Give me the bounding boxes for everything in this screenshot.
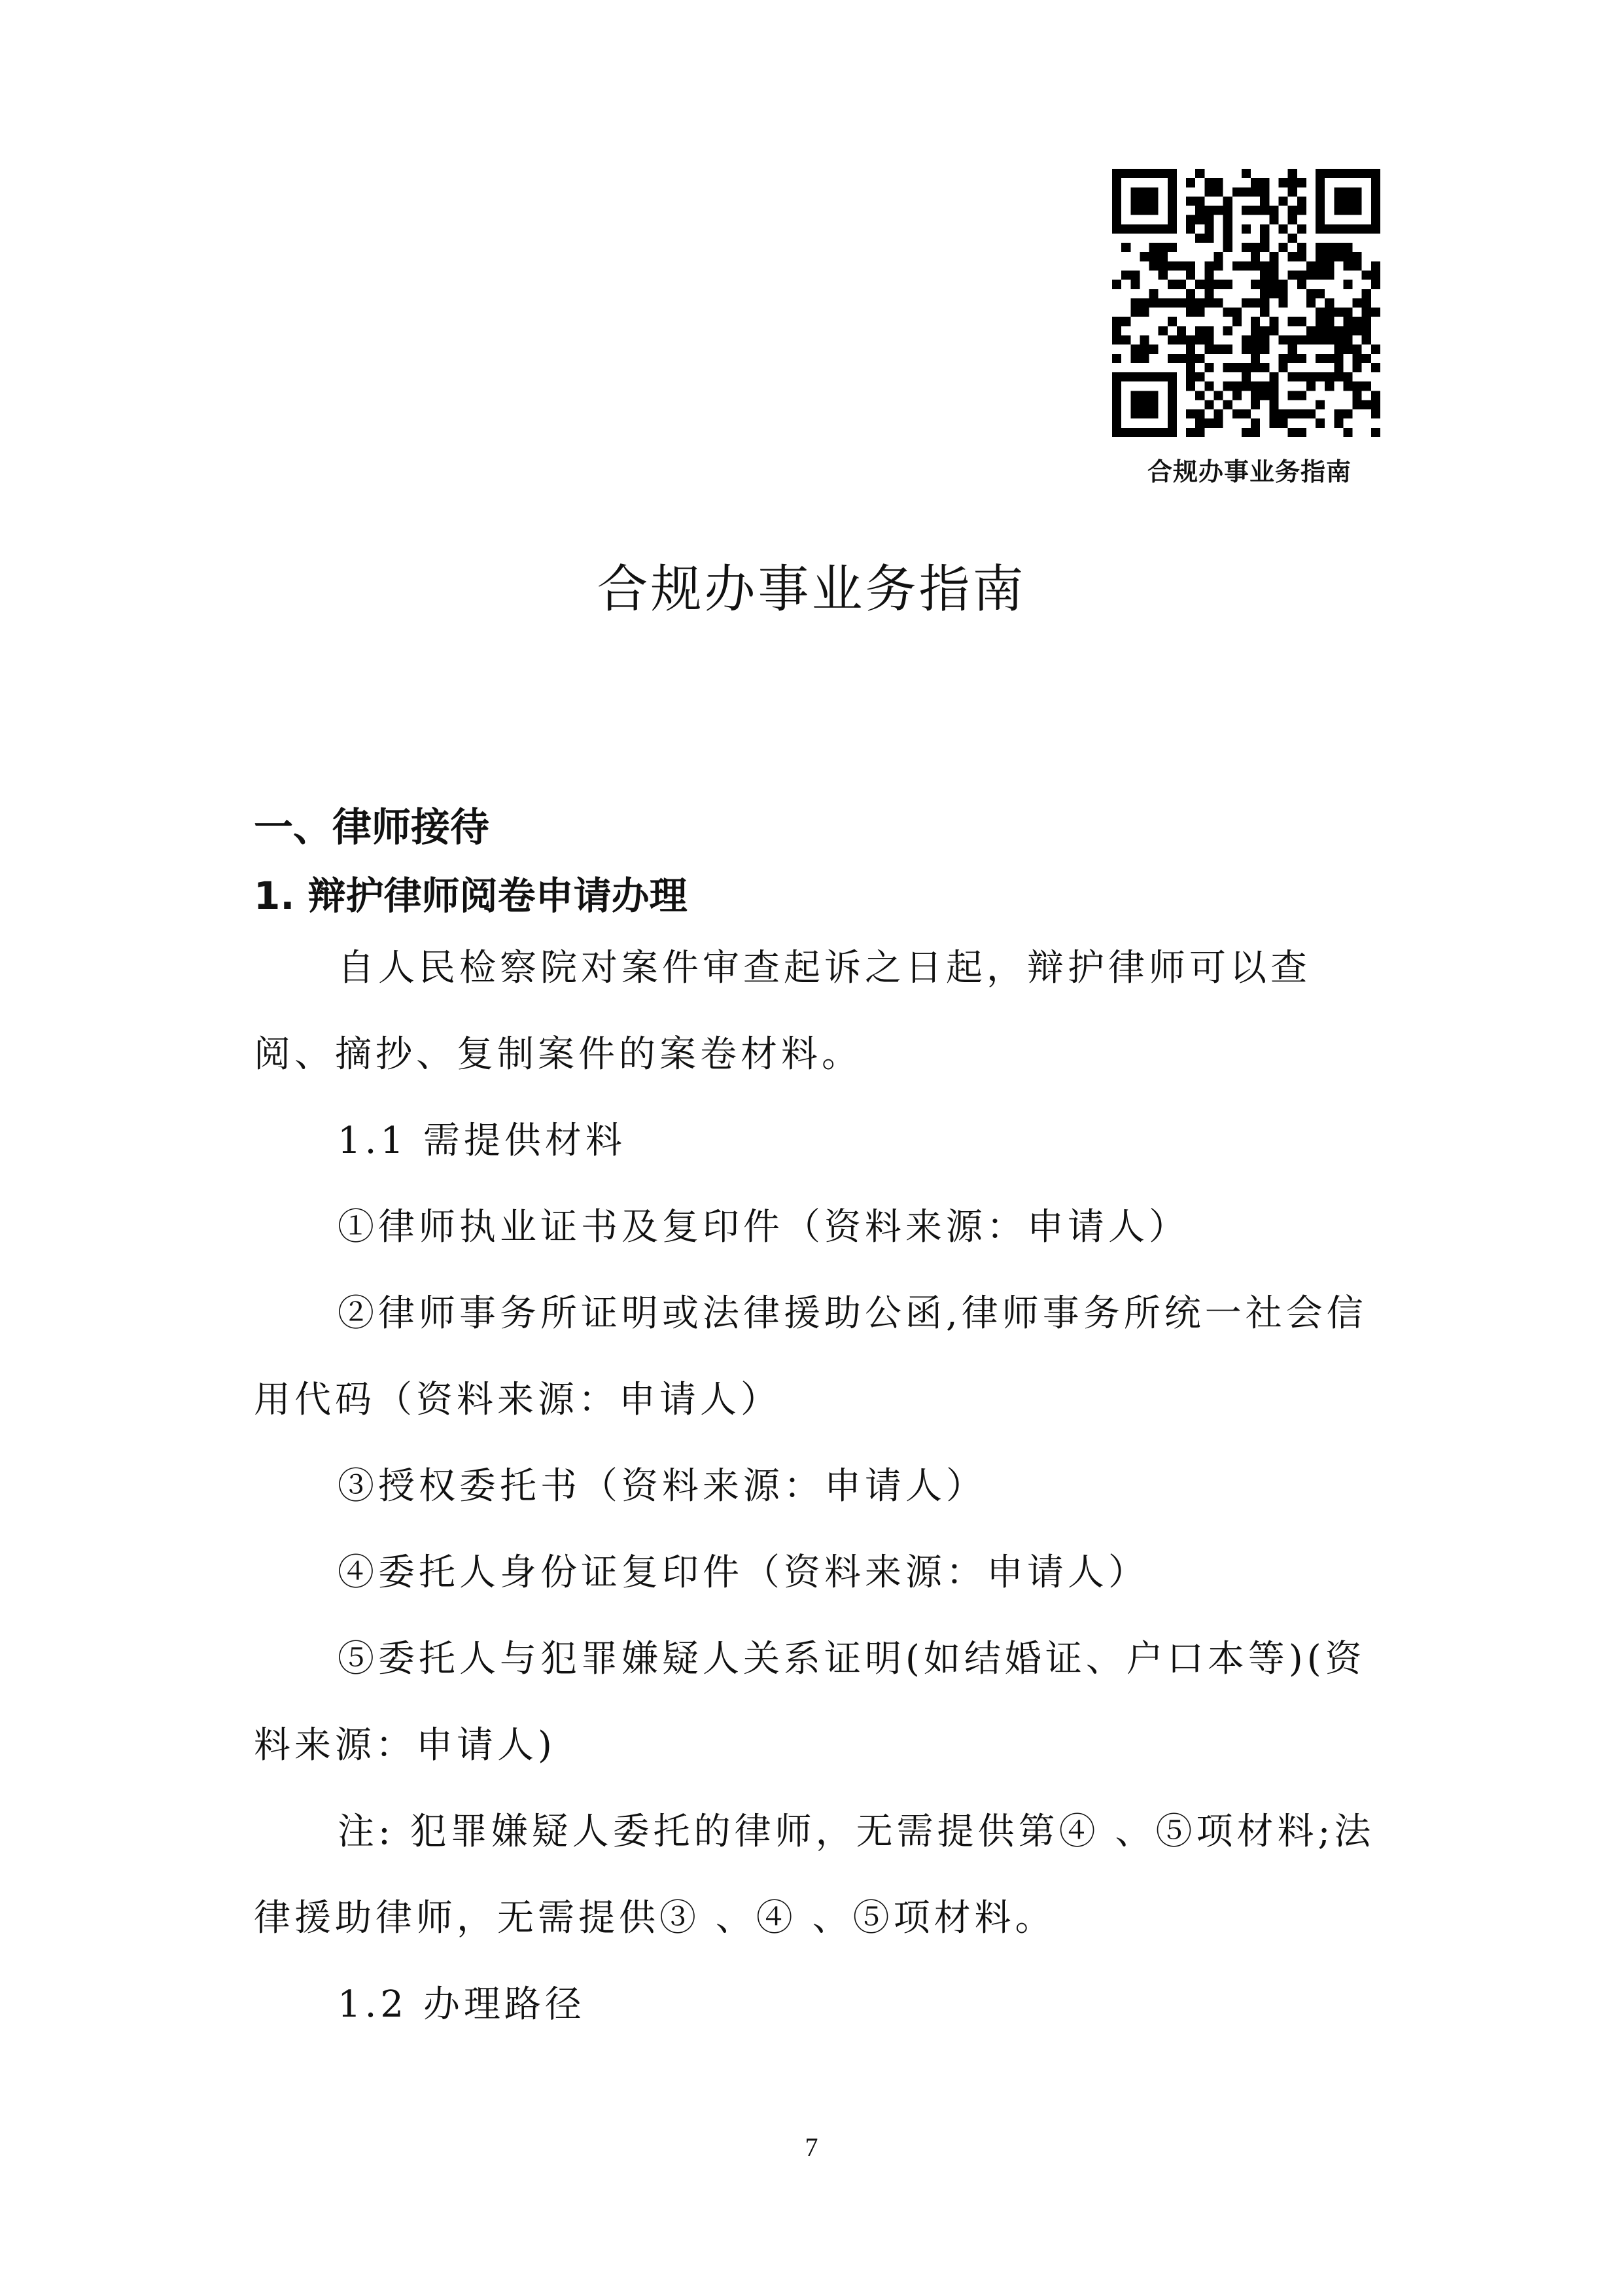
material-item-3: ③授权委托书（资料来源：申请人） bbox=[338, 1465, 986, 1508]
procedure-heading: 1.2 办理路径 bbox=[338, 1983, 585, 2026]
materials-heading: 1.1 需提供材料 bbox=[338, 1120, 626, 1162]
material-item-1: ①律师执业证书及复印件（资料来源：申请人） bbox=[338, 1206, 1189, 1248]
qr-caption: 合规办事业务指南 bbox=[1147, 457, 1352, 486]
document-body bbox=[254, 798, 1379, 2048]
material-item-5: ⑤委托人与犯罪嫌疑人关系证明(如结婚证、户口本等)(资料来源：申请人) bbox=[254, 1638, 1366, 1767]
section-heading: 一、律师接待 bbox=[254, 805, 489, 851]
materials-note: 注: 犯罪嫌疑人委托的律师，无需提供第④ 、⑤项材料;法律援助律师，无需提供③ 、④ 、⑤项材料。 bbox=[254, 1810, 1375, 1939]
document-title: 合规办事业务指南 bbox=[597, 560, 1026, 619]
qr-code-block bbox=[1112, 169, 1387, 487]
intro-paragraph: 自人民检察院对案件审查起诉之日起，辩护律师可以查阅、摘抄、复制案件的案卷材料。 bbox=[254, 947, 1311, 1076]
material-item-4: ④委托人身份证复印件（资料来源：申请人） bbox=[338, 1551, 1149, 1594]
material-item-2: ②律师事务所证明或法律援助公函,律师事务所统一社会信用代码（资料来源：申请人） bbox=[254, 1292, 1367, 1421]
page-number: 7 bbox=[805, 2132, 818, 2162]
qr-code-image bbox=[1112, 169, 1380, 437]
subsection-heading: 1. 辩护律师阅卷申请办理 bbox=[254, 874, 688, 918]
